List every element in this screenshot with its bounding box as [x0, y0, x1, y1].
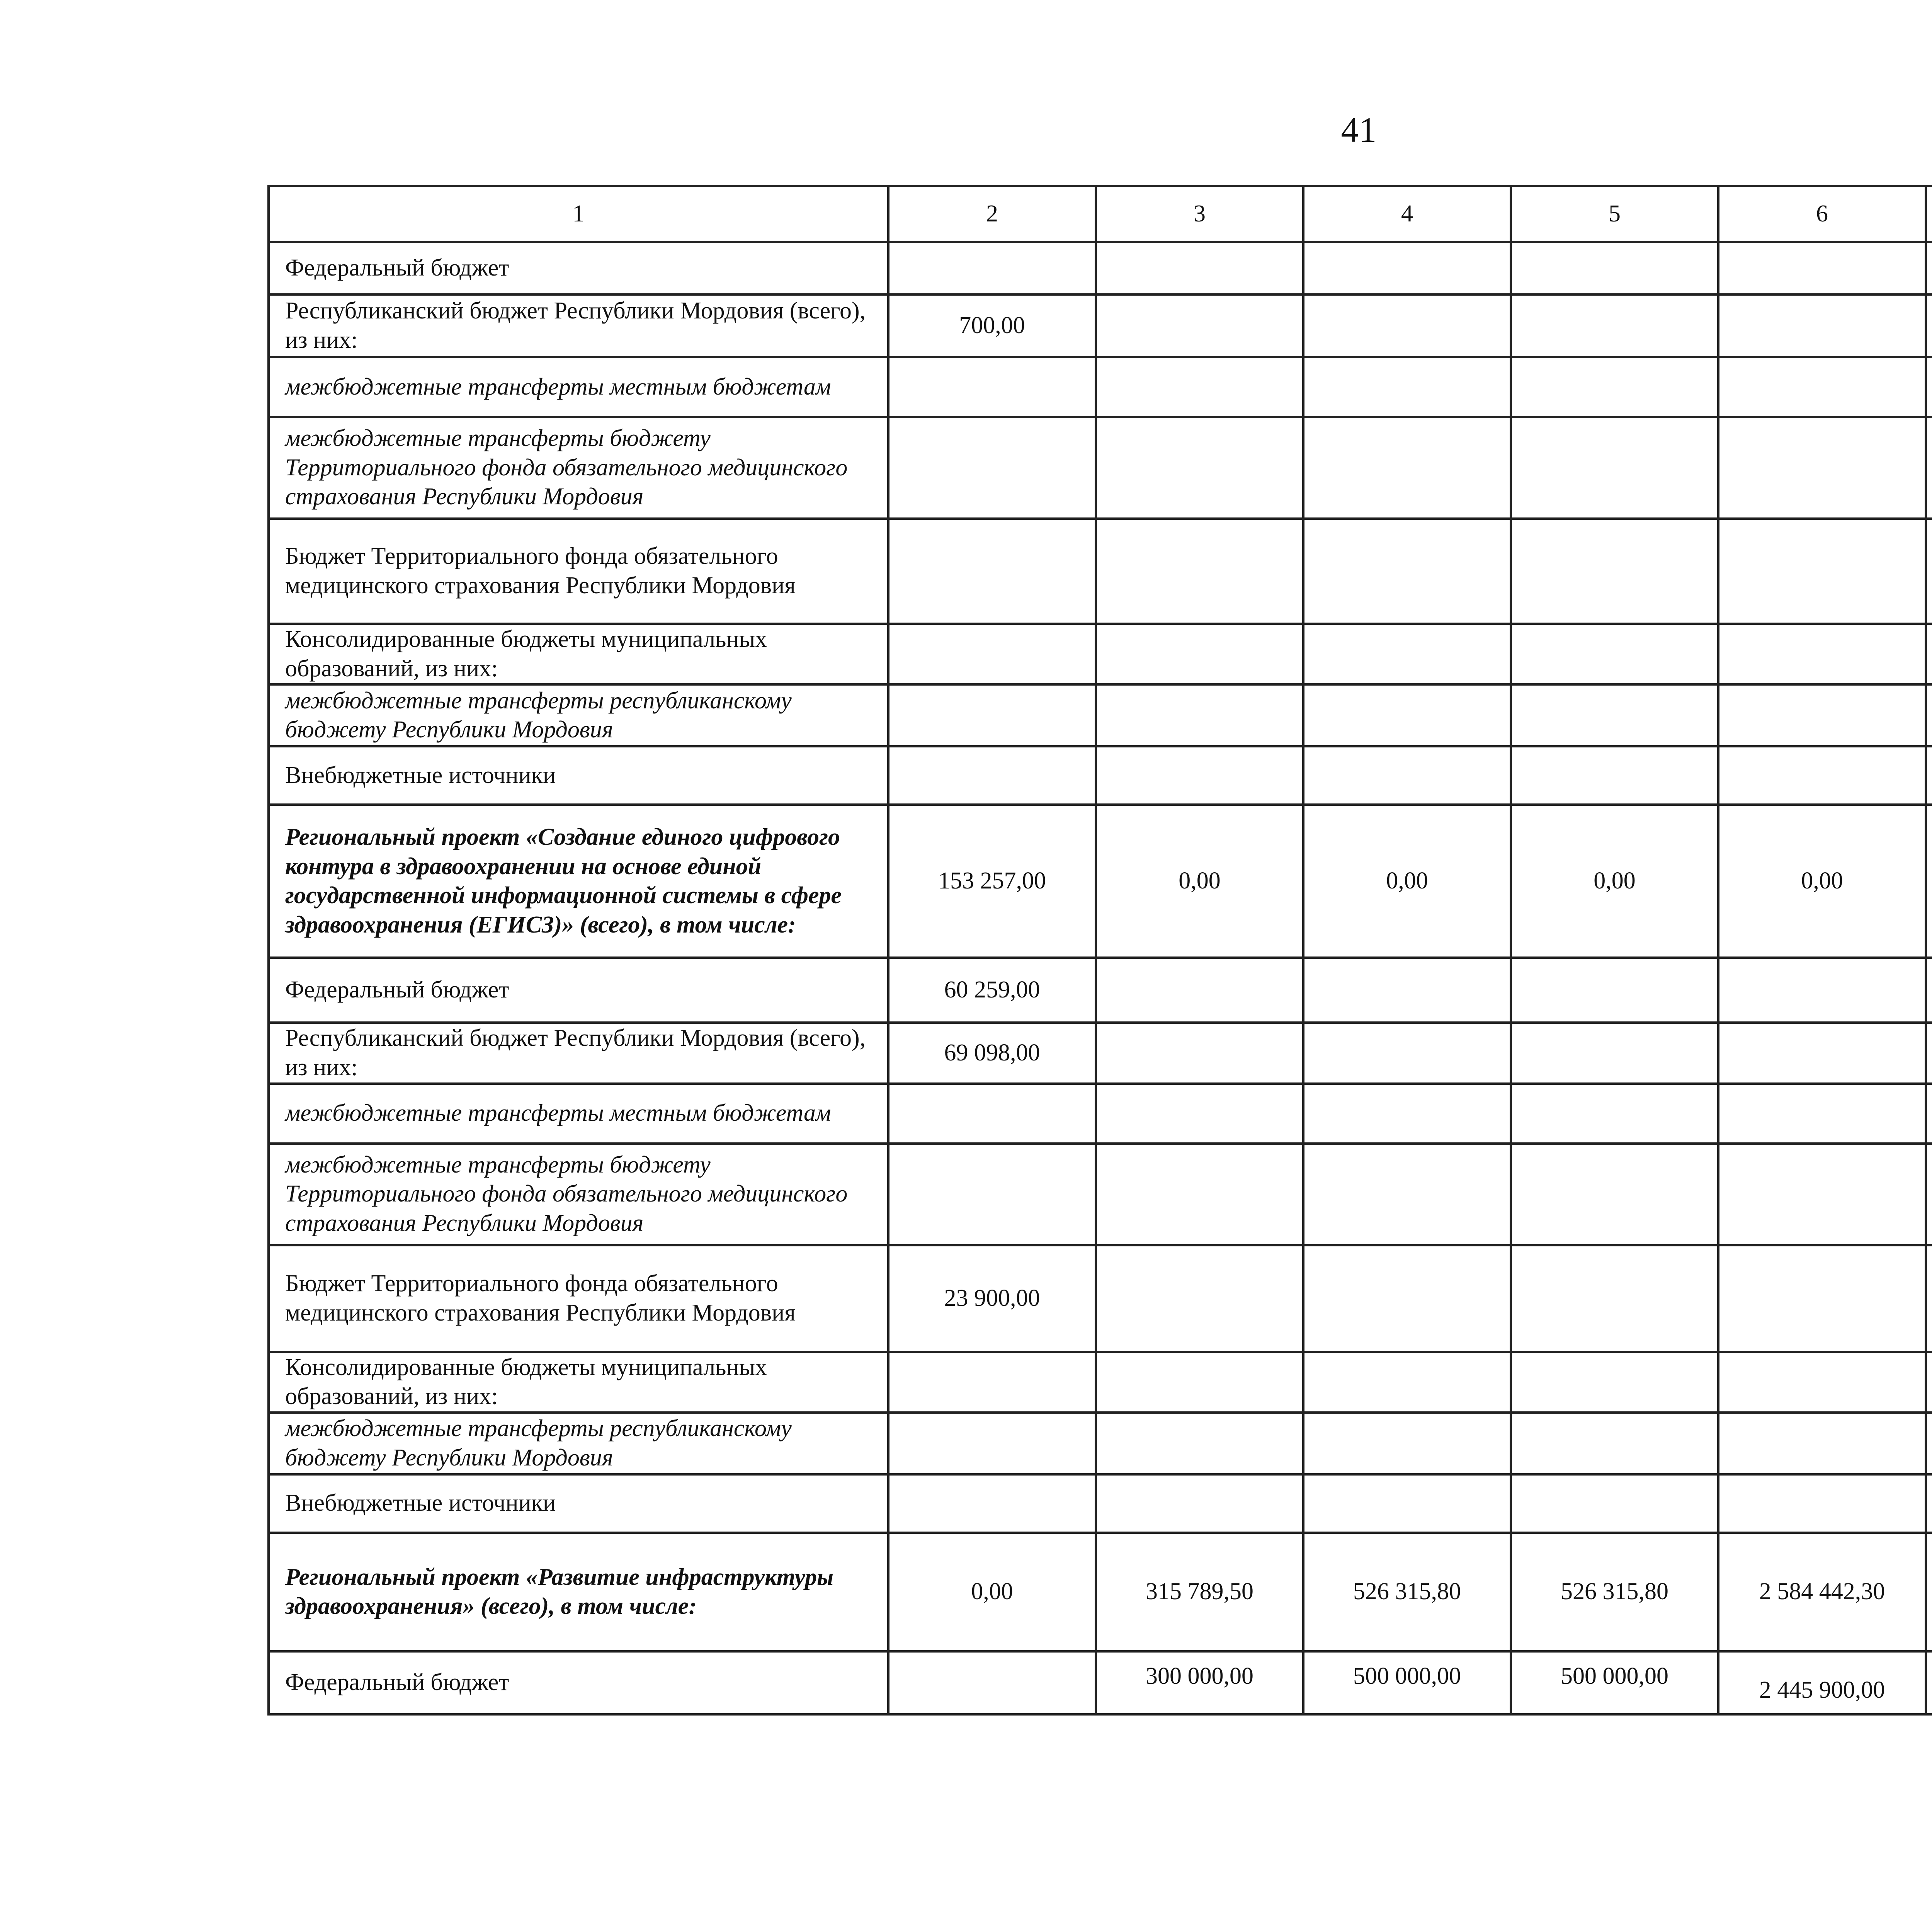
value-cell-col-6 [1718, 1651, 1926, 1714]
cell-value: 315 789,50 [1146, 1578, 1253, 1605]
value-cell-col-6 [1718, 1352, 1926, 1413]
value-cell-col-4 [1303, 1245, 1511, 1352]
value-cell-col-7 [1926, 294, 1932, 357]
column-number: 2 [888, 186, 1096, 242]
value-cell-col-6 [1718, 958, 1926, 1023]
column-number: 6 [1718, 186, 1926, 242]
cell-value: 69 098,00 [944, 1040, 1040, 1066]
value-cell-col-6 [1718, 1413, 1926, 1474]
cell-value: 526 315,80 [1561, 1578, 1668, 1605]
value-cell-col-2 [888, 1084, 1096, 1144]
value-cell-col-2 [888, 242, 1096, 294]
cell-value: 0,00 [1386, 868, 1428, 894]
value-cell-col-2 [888, 1352, 1096, 1413]
value-cell-col-3 [1096, 805, 1303, 958]
value-cell-col-2 [888, 1651, 1096, 1714]
value-cell-col-2 [888, 357, 1096, 417]
value-cell-col-7 [1926, 1533, 1932, 1651]
row-label: Консолидированные бюджеты муниципальных образований, из них: [269, 1352, 888, 1413]
value-cell-col-7 [1926, 1144, 1932, 1245]
row-label: Республиканский бюджет Республики Мордовия (всего), из них: [269, 294, 888, 357]
value-cell-col-2 [888, 805, 1096, 958]
cell-value: 2 445 900,00 [1759, 1677, 1885, 1704]
value-cell-col-7 [1926, 624, 1932, 684]
cell-value: 60 259,00 [944, 977, 1040, 1003]
value-cell-col-3 [1096, 1352, 1303, 1413]
value-cell-col-6 [1718, 242, 1926, 294]
cell-value: 0,00 [1594, 868, 1636, 894]
value-cell-col-4 [1303, 1651, 1511, 1714]
value-cell-col-4 [1303, 684, 1511, 746]
value-cell-col-7 [1926, 1352, 1932, 1413]
value-cell-col-3 [1096, 684, 1303, 746]
value-cell-col-4 [1303, 1084, 1511, 1144]
value-cell-col-5 [1511, 357, 1718, 417]
value-cell-col-6 [1718, 624, 1926, 684]
extrabudget-row [269, 746, 1932, 805]
value-cell-col-4 [1303, 958, 1511, 1023]
value-cell-col-3 [1096, 1651, 1303, 1714]
republic-budget-row [269, 294, 1932, 357]
value-cell-col-5 [1511, 1245, 1718, 1352]
cell-value: 2 584 442,30 [1759, 1578, 1885, 1605]
transfers-tfoms-row [269, 417, 1932, 519]
value-cell-col-3 [1096, 519, 1303, 624]
cell-value: 0,00 [971, 1578, 1013, 1605]
federal-budget-row [269, 242, 1932, 294]
value-cell-col-5 [1511, 1474, 1718, 1533]
cell-value: 0,00 [1801, 868, 1843, 894]
row-label: Региональный проект «Создание единого цифрового контура в здравоохранении на основе единой государственной информационной системы в сфере здравоохранения (ЕГИСЗ)» (всего), в том числе: [269, 805, 888, 958]
value-cell-col-5 [1511, 746, 1718, 805]
value-cell-col-4 [1303, 1023, 1511, 1083]
value-cell-col-2 [888, 1144, 1096, 1245]
transfers-local-row [269, 1084, 1932, 1144]
value-cell-col-2 [888, 417, 1096, 519]
cell-value: 0,00 [1179, 868, 1221, 894]
value-cell-col-3 [1096, 624, 1303, 684]
value-cell-col-6 [1718, 746, 1926, 805]
row-label: Федеральный бюджет [269, 1651, 888, 1714]
value-cell-col-4 [1303, 1533, 1511, 1651]
municipal-budget-row [269, 1352, 1932, 1413]
municipal-budget-row [269, 624, 1932, 684]
value-cell-col-6 [1718, 1144, 1926, 1245]
table-body [269, 242, 1932, 1714]
value-cell-col-4 [1303, 417, 1511, 519]
row-label: Внебюджетные источники [269, 746, 888, 805]
project-egisz-row [269, 805, 1932, 958]
value-cell-col-6 [1718, 1084, 1926, 1144]
value-cell-col-5 [1511, 242, 1718, 294]
value-cell-col-5 [1511, 1413, 1718, 1474]
value-cell-col-7 [1926, 417, 1932, 519]
value-cell-col-2 [888, 1474, 1096, 1533]
cell-value: 300 000,00 [1146, 1663, 1253, 1690]
value-cell-col-6 [1718, 417, 1926, 519]
row-label: Консолидированные бюджеты муниципальных образований, из них: [269, 624, 888, 684]
value-cell-col-4 [1303, 746, 1511, 805]
value-cell-col-5 [1511, 805, 1718, 958]
row-label: Республиканский бюджет Республики Мордовия (всего), из них: [269, 1023, 888, 1083]
value-cell-col-2 [888, 684, 1096, 746]
value-cell-col-7 [1926, 1245, 1932, 1352]
tfoms-budget-row [269, 519, 1932, 624]
tfoms-budget-row [269, 1245, 1932, 1352]
row-label: межбюджетные трансферты местным бюджетам [269, 1084, 888, 1144]
cell-value: 526 315,80 [1353, 1578, 1461, 1605]
column-number-header-row [269, 186, 1932, 242]
row-label: Региональный проект «Развитие инфраструктуры здравоохранения» (всего), в том числе: [269, 1533, 888, 1651]
federal-budget-row [269, 958, 1932, 1023]
value-cell-col-2 [888, 519, 1096, 624]
cell-value: 500 000,00 [1561, 1663, 1668, 1690]
value-cell-col-5 [1511, 958, 1718, 1023]
value-cell-col-5 [1511, 1144, 1718, 1245]
column-number: 5 [1511, 186, 1718, 242]
value-cell-col-5 [1511, 624, 1718, 684]
value-cell-col-4 [1303, 1144, 1511, 1245]
value-cell-col-2 [888, 294, 1096, 357]
value-cell-col-3 [1096, 1413, 1303, 1474]
cell-value: 23 900,00 [944, 1285, 1040, 1311]
value-cell-col-2 [888, 1245, 1096, 1352]
value-cell-col-7 [1926, 1084, 1932, 1144]
value-cell-col-7 [1926, 519, 1932, 624]
value-cell-col-4 [1303, 805, 1511, 958]
value-cell-col-6 [1718, 357, 1926, 417]
value-cell-col-6 [1718, 519, 1926, 624]
extrabudget-row [269, 1474, 1932, 1533]
value-cell-col-7 [1926, 746, 1932, 805]
value-cell-col-3 [1096, 294, 1303, 357]
column-number [1926, 186, 1932, 242]
transfers-local-row [269, 357, 1932, 417]
value-cell-col-7 [1926, 357, 1932, 417]
value-cell-col-4 [1303, 357, 1511, 417]
value-cell-col-4 [1303, 1413, 1511, 1474]
value-cell-col-3 [1096, 1084, 1303, 1144]
value-cell-col-6 [1718, 1023, 1926, 1083]
value-cell-col-3 [1096, 1245, 1303, 1352]
transfers-republic-row [269, 1413, 1932, 1474]
value-cell-col-2 [888, 958, 1096, 1023]
value-cell-col-6 [1718, 294, 1926, 357]
republic-budget-row [269, 1023, 1932, 1083]
value-cell-col-3 [1096, 1023, 1303, 1083]
value-cell-col-5 [1511, 1352, 1718, 1413]
value-cell-col-2 [888, 1023, 1096, 1083]
project-infrastructure-row [269, 1533, 1932, 1651]
page-number: 41 [1341, 110, 1377, 150]
row-label: Бюджет Территориального фонда обязательного медицинского страхования Республики Мордовия [269, 519, 888, 624]
row-label: межбюджетные трансферты бюджету Территориального фонда обязательного медицинского страхования Республики Мордовия [269, 1144, 888, 1245]
value-cell-col-5 [1511, 684, 1718, 746]
value-cell-col-4 [1303, 519, 1511, 624]
column-number: 3 [1096, 186, 1303, 242]
value-cell-col-3 [1096, 1474, 1303, 1533]
budget-table [267, 185, 1932, 1716]
value-cell-col-2 [888, 1413, 1096, 1474]
value-cell-col-7 [1926, 1651, 1932, 1714]
value-cell-col-7 [1926, 242, 1932, 294]
value-cell-col-3 [1096, 746, 1303, 805]
row-label: межбюджетные трансферты бюджету Территориального фонда обязательного медицинского страхования Республики Мордовия [269, 417, 888, 519]
value-cell-col-3 [1096, 958, 1303, 1023]
value-cell-col-5 [1511, 1651, 1718, 1714]
value-cell-col-5 [1511, 1533, 1718, 1651]
cell-value: 700,00 [959, 312, 1025, 339]
value-cell-col-4 [1303, 242, 1511, 294]
value-cell-col-3 [1096, 357, 1303, 417]
row-label: межбюджетные трансферты республиканскому бюджету Республики Мордовия [269, 684, 888, 746]
value-cell-col-4 [1303, 294, 1511, 357]
value-cell-col-7 [1926, 1474, 1932, 1533]
value-cell-col-6 [1718, 805, 1926, 958]
value-cell-col-3 [1096, 1144, 1303, 1245]
value-cell-col-2 [888, 746, 1096, 805]
cell-value: 500 000,00 [1353, 1663, 1461, 1690]
value-cell-col-2 [888, 624, 1096, 684]
row-label: Бюджет Территориального фонда обязательного медицинского страхования Республики Мордовия [269, 1245, 888, 1352]
cell-value: 153 257,00 [938, 868, 1046, 894]
value-cell-col-4 [1303, 624, 1511, 684]
value-cell-col-4 [1303, 1352, 1511, 1413]
value-cell-col-3 [1096, 417, 1303, 519]
column-number: 4 [1303, 186, 1511, 242]
value-cell-col-6 [1718, 1474, 1926, 1533]
value-cell-col-5 [1511, 294, 1718, 357]
value-cell-col-5 [1511, 417, 1718, 519]
value-cell-col-4 [1303, 1474, 1511, 1533]
federal-budget-row [269, 1651, 1932, 1714]
row-label: межбюджетные трансферты республиканскому бюджету Республики Мордовия [269, 1413, 888, 1474]
column-number: 1 [269, 186, 888, 242]
value-cell-col-6 [1718, 1245, 1926, 1352]
transfers-tfoms-row [269, 1144, 1932, 1245]
value-cell-col-6 [1718, 684, 1926, 746]
value-cell-col-5 [1511, 519, 1718, 624]
row-label: межбюджетные трансферты местным бюджетам [269, 357, 888, 417]
value-cell-col-7 [1926, 805, 1932, 958]
value-cell-col-2 [888, 1533, 1096, 1651]
value-cell-col-5 [1511, 1023, 1718, 1083]
row-label: Внебюджетные источники [269, 1474, 888, 1533]
value-cell-col-7 [1926, 1023, 1932, 1083]
value-cell-col-7 [1926, 1413, 1932, 1474]
value-cell-col-7 [1926, 684, 1932, 746]
value-cell-col-7 [1926, 958, 1932, 1023]
transfers-republic-row [269, 684, 1932, 746]
row-label: Федеральный бюджет [269, 958, 888, 1023]
row-label: Федеральный бюджет [269, 242, 888, 294]
value-cell-col-5 [1511, 1084, 1718, 1144]
value-cell-col-6 [1718, 1533, 1926, 1651]
value-cell-col-3 [1096, 242, 1303, 294]
value-cell-col-3 [1096, 1533, 1303, 1651]
